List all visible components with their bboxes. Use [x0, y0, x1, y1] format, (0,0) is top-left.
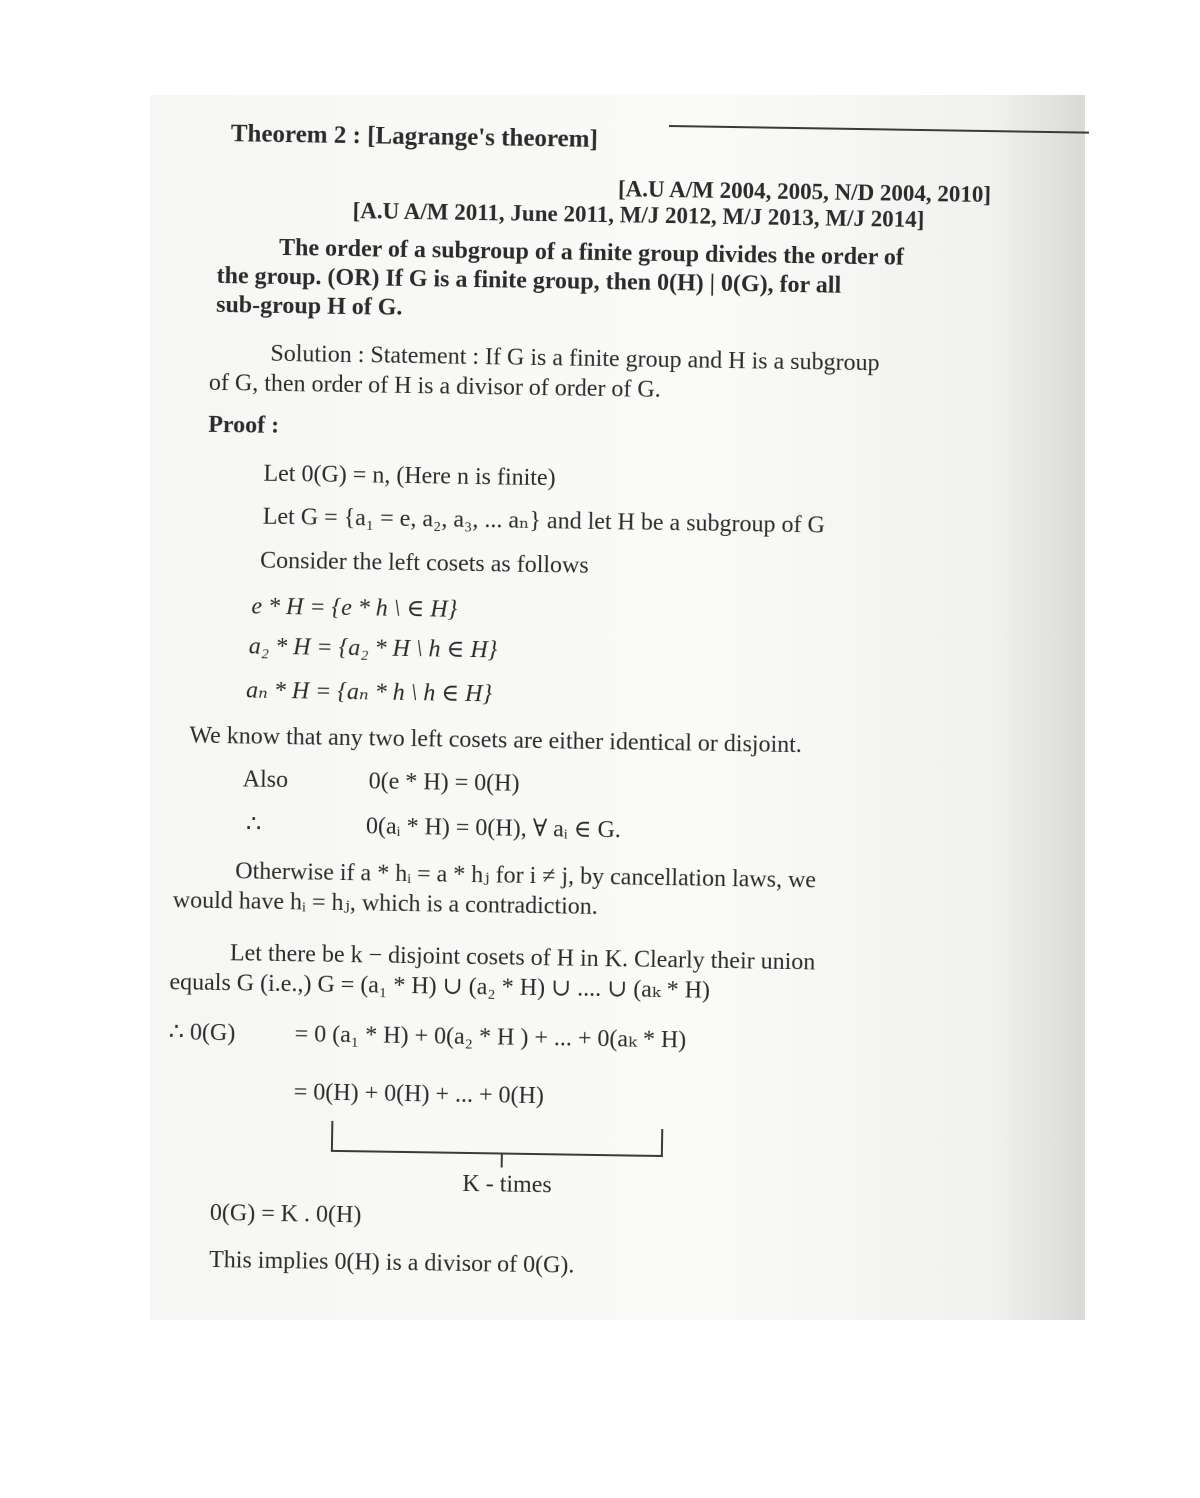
theorem-title: Theorem 2 : [Lagrange's theorem] [230, 120, 599, 153]
brace-left-tick [331, 1121, 333, 1151]
proof-line-consider: Consider the left cosets as follows [259, 547, 589, 579]
therefore-label: ∴ [245, 811, 262, 838]
statement-line-2: the group. (OR) If G is a finite group, then 0(H) | 0(G), for all [216, 262, 842, 299]
coset-an: aₙ * H = {aₙ * h \ h ∈ H} [245, 677, 493, 708]
reference-line-2: [A.U A/M 2011, June 2011, M/J 2012, M/J 2013, M/J 2014] [352, 198, 925, 233]
brace-center-tick [501, 1153, 503, 1167]
statement-line-3: sub-group H of G. [215, 291, 403, 321]
conclusion-line: This implies 0(H) is a divisor of 0(G). [208, 1246, 575, 1279]
proof-line-union: equals G (i.e.,) G = (a₁ * H) ∪ (a₂ * H) ∪ .... ∪ (aₖ * H) [169, 969, 711, 1004]
solution-line-2: of G, then order of H is a divisor of order of G. [208, 369, 661, 403]
equation-sum-oh: = 0(H) + 0(H) + ... + 0(H) [293, 1079, 545, 1110]
proof-line-order: Let 0(G) = n, (Here n is finite) [263, 460, 556, 492]
proof-line-k-cosets: Let there be k − disjoint cosets of H in K. Clearly their union [229, 940, 816, 976]
coset-a2: a₂ * H = {a₂ * H \ h ∈ H} [248, 633, 498, 664]
equation-order-eh: 0(e * H) = 0(H) [368, 768, 520, 797]
also-label: Also [242, 766, 289, 794]
solution-line-1: Solution : Statement : If G is a finite group and H is a subgroup [270, 340, 880, 377]
equation-result: 0(G) = K . 0(H) [209, 1199, 362, 1229]
proof-line-set-g: Let G = {a₁ = e, a₂, a₃, ... aₙ} and let H be a subgroup of G [262, 503, 826, 539]
proof-line-otherwise: Otherwise if a * hᵢ = a * hⱼ for i ≠ j, by cancellation laws, we [235, 858, 817, 894]
equation-sum-cosets: = 0 (a₁ * H) + 0(a₂ * H ) + ... + 0(aₖ * H) [294, 1021, 687, 1054]
reference-line-1: [A.U A/M 2004, 2005, N/D 2004, 2010] [617, 176, 992, 208]
coset-e: e * H = {e * h \ ∈ H} [251, 593, 458, 623]
og-label: ∴ 0(G) [168, 1019, 236, 1047]
brace-label: K - times [462, 1170, 552, 1199]
statement-line-1: The order of a subgroup of a finite group divides the order of [278, 234, 905, 271]
brace-right-tick [661, 1129, 663, 1157]
equation-order-aih: 0(aᵢ * H) = 0(H), ∀ aᵢ ∈ G. [365, 813, 622, 844]
brace-bottom [331, 1150, 663, 1157]
proof-line-disjoint: We know that any two left cosets are either identical or disjoint. [189, 722, 803, 759]
proof-line-contradiction: would have hᵢ = hⱼ, which is a contradiction. [172, 887, 598, 920]
header-rule [669, 125, 1089, 134]
proof-label: Proof : [208, 411, 280, 439]
